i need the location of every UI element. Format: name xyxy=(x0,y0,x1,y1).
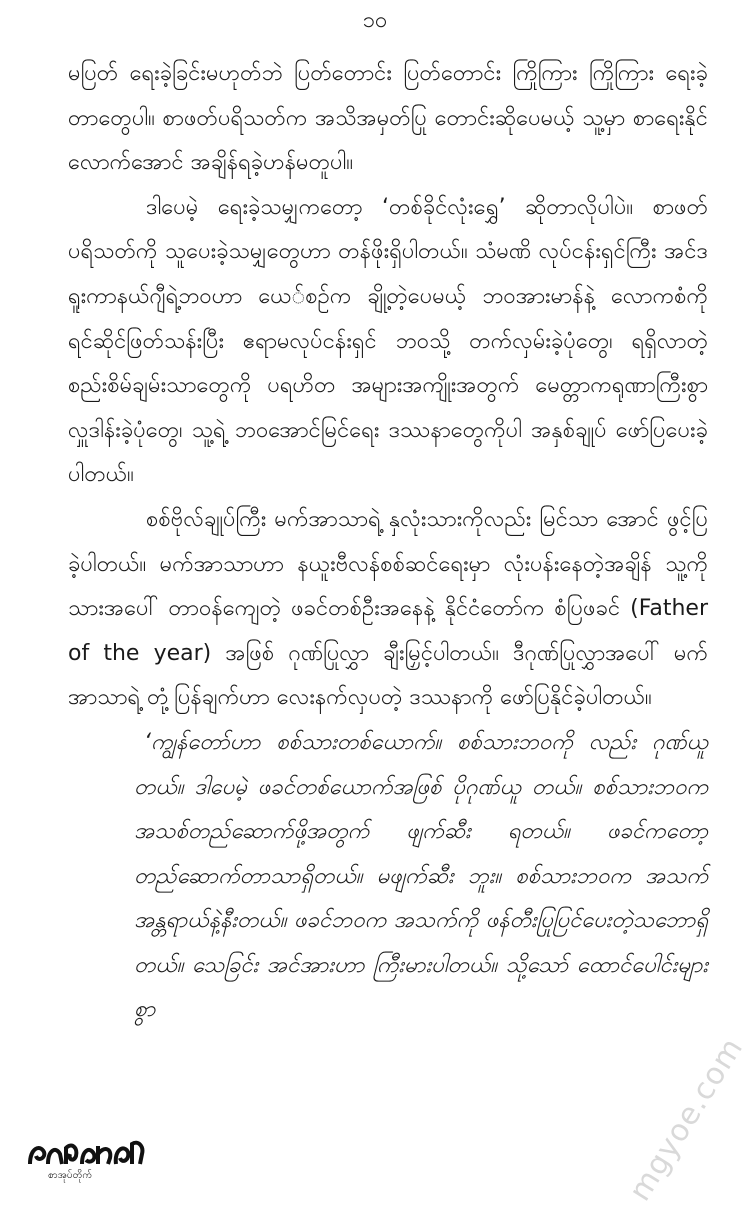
quote-block: ‘ကျွန်တော်ဟာ စစ်သားတစ်ယောက်။ စစ်သားဘဝကို လည်း ဂုဏ်ယူတယ်။ ဒါပေမဲ့ ဖခင်တစ်ယောက်အဖြစ် ပိုဂုဏ်ယူ တယ်။ စစ်သားဘဝက အသစ်တည်ဆောက်ဖို့အတွက် ဖျက်ဆီး ရတယ်။ ဖခင်ကတော့ တည်ဆောက်တာသာရှိတယ်။ မဖျက်ဆီး ဘူး။ စစ်သားဘဝက အသက်အန္တရာယ်နဲ့နီးတယ်။ ဖခင်ဘဝက အသက်ကို ဖန်တီးပြုပြင်ပေးတဲ့သဘောရှိတယ်။ သေခြင်း အင်အားဟာ ကြီးမားပါတယ်။ သို့သော် ထောင်ပေါင်းများစွာ xyxy=(134,729,708,1023)
publisher-logo-icon xyxy=(26,1138,146,1170)
paragraph-2: ဒါပေမဲ့ ရေးခဲ့သမျှကတော့ ‘တစ်ခိုင်လုံးရွှေ’ ဆိုတာလိုပါပဲ။ စာဖတ်ပရိသတ်ကို သူပေးခဲ့သမျှတွေဟာ တန်ဖိုးရှိပါတယ်။ သံမဏိ လုပ်ငန်းရှင်ကြီး အင်ဒရူးကာနယ်ဂျီရဲ့ဘဝဟာ ယေ်စဉ်က ချို့တဲ့ပေမယ့် ဘဝအားမာန်နဲ့ လောကစံကို ရင်ဆိုင်ဖြတ်သန်းပြီး ဧရာမလုပ်ငန်းရှင် ဘဝသို့ တက်လှမ်းခဲ့ပုံတွေ၊ ရရှိလာတဲ့ စည်းစိမ်ချမ်းသာတွေကို ပရဟိတ အများအကျိုးအတွက် မေတ္တာကရုဏာကြီးစွာ လှူဒါန်းခဲ့ပုံတွေ၊ သူ့ရဲ့ ဘဝအောင်မြင်ရေး ဒဿနာတွေကိုပါ အနှစ်ချုပ် ဖော်ပြပေးခဲ့ပါတယ်။ xyxy=(68,194,708,488)
paragraph-1: မပြတ် ရေးခဲ့ခြင်းမဟုတ်ဘဲ ပြတ်တောင်း ပြတ်တောင်း ကြိုကြား ကြိုကြား ရေးခဲ့တာတွေပါ။ စာဖတ်ပရိသတ်က အသိအမှတ်ပြု တောင်းဆိုပေမယ့် သူ့မှာ စာရေးနိုင်လောက်အောင် အချိန်ရခဲ့ဟန်မတူပါ။ xyxy=(68,61,708,176)
page-number: ၁၀ xyxy=(362,8,388,33)
paragraph-3: စစ်ဗိုလ်ချုပ်ကြီး မက်အာသာရဲ့ နှလုံးသားကိုလည်း မြင်သာ အောင် ဖွင့်ပြခဲ့ပါတယ်။ မက်အာသာဟာ နယူးဗီလန်စစ်ဆင်ရေးမှာ လုံးပန်းနေတဲ့အချိန် သူ့ကို သားအပေါ် တာဝန်ကျေတဲ့ ဖခင်တစ်ဦးအနေနဲ့ နိုင်ငံတော်က စံပြဖခင် (Father of the year) အဖြစ် ဂုဏ်ပြုလွှာ ချီးမြှင့်ပါတယ်။ ဒီဂုဏ်ပြုလွှာအပေါ် မက်အာသာရဲ့ တုံ့ပြန်ချက်ဟာ လေးနက်လှပတဲ့ ဒဿနာကို ဖော်ပြနိုင်ခဲ့ပါတယ်။ xyxy=(68,506,708,711)
publisher-logo-subtext: စာအုပ်တိုက် xyxy=(48,1170,93,1181)
watermark: mgyoe.com xyxy=(622,1031,750,1207)
body-text xyxy=(68,52,708,1033)
publisher-logo xyxy=(26,1138,146,1186)
